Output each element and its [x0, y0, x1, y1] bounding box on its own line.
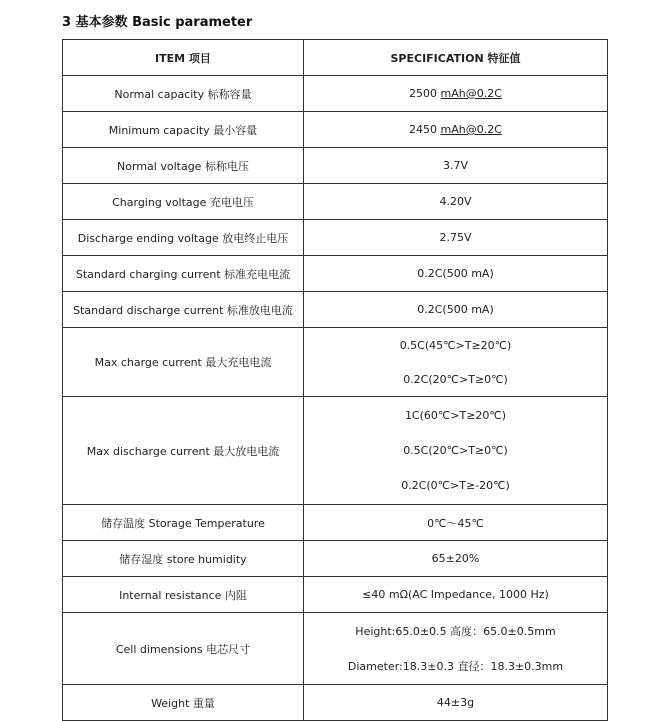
spec-line: 0.5C(45℃>T≥20℃) — [399, 338, 512, 352]
table-row — [63, 292, 608, 328]
table-row — [63, 505, 608, 541]
table-row — [63, 613, 608, 685]
table-row — [63, 112, 608, 148]
spec-cell: 0.2C(500 mA) — [304, 292, 608, 328]
table-row — [63, 685, 608, 721]
item-cell: Internal resistance 内阻 — [63, 577, 304, 613]
spec-cell: 0.2C(500 mA) — [304, 256, 608, 292]
section-heading: 3 基本参数 Basic parameter — [62, 15, 253, 30]
spec-cell — [304, 397, 608, 505]
spec-value: 2500 — [409, 87, 441, 100]
table-row — [63, 148, 608, 184]
item-cell: Weight 重量 — [63, 685, 304, 721]
item-cell: Cell dimensions 电芯尺寸 — [63, 613, 304, 685]
item-cell: Charging voltage 充电电压 — [63, 184, 304, 220]
spec-cell — [304, 76, 608, 112]
item-cell: Standard discharge current 标准放电电流 — [63, 292, 304, 328]
spec-line: 0.5C(20℃>T≥0℃) — [403, 443, 508, 457]
spec-cell — [304, 328, 608, 397]
spec-line: Height:65.0±0.5 高度：65.0±0.5mm — [355, 625, 556, 638]
spec-cell: 2.75V — [304, 220, 608, 256]
header-spec: SPECIFICATION 特征值 — [304, 40, 608, 76]
spec-cell — [304, 112, 608, 148]
table-row — [63, 256, 608, 292]
table-row — [63, 220, 608, 256]
item-cell: Discharge ending voltage 放电终止电压 — [63, 220, 304, 256]
spec-cell: 44±3g — [304, 685, 608, 721]
spec-unit: mAh@0.2C — [440, 123, 502, 136]
item-cell: Normal voltage 标称电压 — [63, 148, 304, 184]
item-cell: Normal capacity 标称容量 — [63, 76, 304, 112]
spec-cell: 0℃～45℃ — [304, 505, 608, 541]
table-row — [63, 577, 608, 613]
item-cell: 储存温度 Storage Temperature — [63, 505, 304, 541]
spec-value: 2450 — [409, 123, 441, 136]
item-cell: Standard charging current 标准充电电流 — [63, 256, 304, 292]
table-row — [63, 328, 608, 397]
basic-parameter-table — [62, 39, 608, 721]
item-cell: Max charge current 最大充电电流 — [63, 328, 304, 397]
table-row — [63, 541, 608, 577]
spec-cell: 65±20% — [304, 541, 608, 577]
table-header-row — [63, 40, 608, 76]
item-cell: Max discharge current 最大放电电流 — [63, 397, 304, 505]
table-row — [63, 184, 608, 220]
spec-cell: 3.7V — [304, 148, 608, 184]
header-item: ITEM 项目 — [63, 40, 304, 76]
spec-cell: ≤40 mΩ(AC Impedance, 1000 Hz) — [304, 577, 608, 613]
spec-cell — [304, 613, 608, 685]
spec-line: 0.2C(20℃>T≥0℃) — [403, 372, 508, 386]
spec-unit: mAh@0.2C — [440, 87, 502, 100]
spec-line: 1C(60℃>T≥20℃) — [404, 408, 507, 422]
table-row — [63, 76, 608, 112]
spec-line: Diameter:18.3±0.3 直径：18.3±0.3mm — [347, 660, 564, 673]
spec-line: 0.2C(0℃>T≥-20℃) — [401, 479, 510, 493]
item-cell: 储存湿度 store humidity — [63, 541, 304, 577]
table-row — [63, 397, 608, 505]
spec-cell: 4.20V — [304, 184, 608, 220]
item-cell: Minimum capacity 最小容量 — [63, 112, 304, 148]
